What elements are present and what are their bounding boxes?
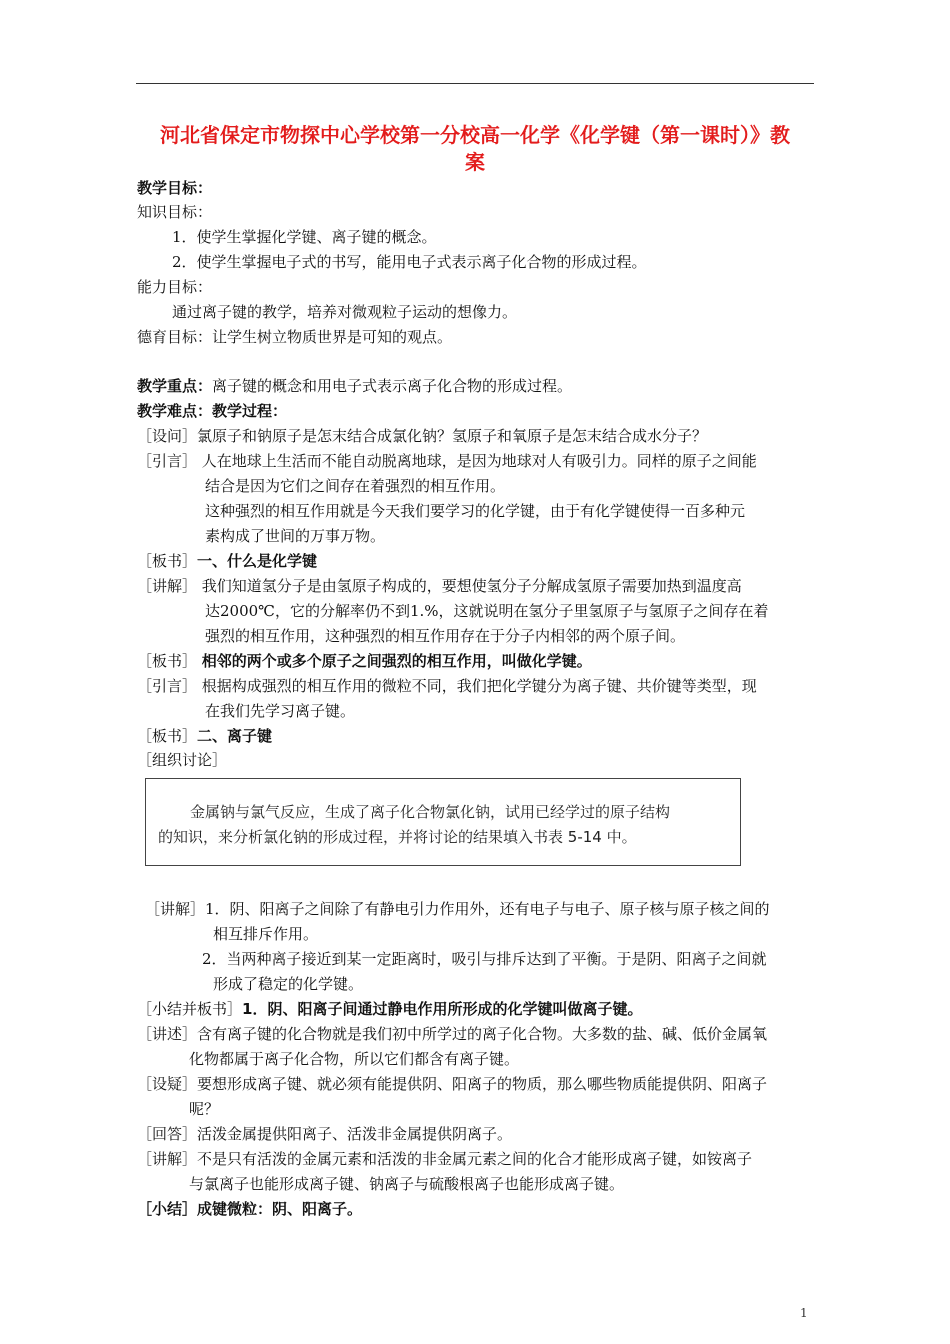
intro-line-3: 这种强烈的相互作用就是今天我们要学习的化学键，由于有化学键使得一百多种元 [205, 502, 746, 520]
summary-board-line [137, 999, 642, 1019]
explain2-line-1: ［讲解］1．阴、阳离子之间除了有静电引力作用外，还有电子与电子、原子核与原子核之间的 [145, 900, 770, 918]
board-line-3 [137, 726, 272, 746]
intro-line-1: ［引言］ 人在地球上生活而不能自动脱离地球，是因为地球对人有吸引力。同样的原子之间能 [137, 452, 757, 470]
explain2-line-4: 形成了稳定的化学键。 [213, 975, 364, 993]
title-line-1: 河北省保定市物探中心学校第一分校高一化学《化学键（第一课时）》教 [160, 123, 790, 147]
key-points-line [137, 376, 572, 396]
board-line-2 [137, 651, 592, 671]
knowledge-goal-1: 1．使学生掌握化学键、离子键的概念。 [172, 228, 437, 246]
summary-line: ［小结］成键微粒：阴、阳离子。 [137, 1200, 363, 1218]
intro2-line-2: 在我们先学习离子键。 [205, 702, 356, 720]
page-number: 1 [800, 1306, 808, 1320]
section-ionic-bond: 二、离子键 [197, 727, 273, 745]
chemical-bond-definition: 相邻的两个或多个原子之间强烈的相互作用，叫做化学键。 [201, 652, 592, 670]
document-title [130, 122, 820, 176]
doubt-line-1: ［设疑］要想形成离子键、就必须有能提供阴、阳离子的物质，那么哪些物质能提供阴、阳离子 [137, 1075, 768, 1093]
knowledge-goal-2: 2．使学生掌握电子式的书写，能用电子式表示离子化合物的形成过程。 [172, 253, 647, 271]
board-tag: ［板书］ [137, 727, 198, 745]
intro-line-2: 结合是因为它们之间存在着强烈的相互作用。 [205, 477, 506, 495]
explain-line-1: ［讲解］ 我们知道氢分子是由氢原子构成的，要想使氢分子分解成氢原子需要加热到温度高 [137, 577, 742, 595]
label-knowledge-goals: 知识目标： [137, 203, 213, 221]
summary-board-tag: ［小结并板书］ [137, 1000, 243, 1018]
narrate-line-2: 化物都属于离子化合物，所以它们都含有离子键。 [189, 1050, 520, 1068]
answer-line: ［回答］活泼金属提供阳离子、活泼非金属提供阴离子。 [137, 1125, 513, 1143]
intro-line-4: 素构成了世间的万事万物。 [205, 527, 386, 545]
board-line-1 [137, 551, 317, 571]
narrate-line-1: ［讲述］含有离子键的化合物就是我们初中所学过的离子化合物。大多数的盐、碱、低价金属氧 [137, 1025, 768, 1043]
ionic-bond-definition: 1．阴、阳离子间通过静电作用所形成的化学键叫做离子键。 [242, 1000, 643, 1018]
intro2-line-1: ［引言］ 根据构成强烈的相互作用的微粒不同，我们把化学键分为离子键、共价键等类型，现 [137, 677, 757, 695]
explain3-line-2: 与氯离子也能形成离子键、钠离子与硫酸根离子也能形成离子键。 [189, 1175, 625, 1193]
board-tag: ［板书］ [137, 652, 198, 670]
header-rule [136, 83, 814, 84]
explain2-line-3: 2．当两种离子接近到某一定距离时，吸引与排斥达到了平衡。于是阴、阳离子之间就 [202, 950, 767, 968]
box-line-1: 金属钠与氯气反应，生成了离子化合物氯化钠，试用已经学过的原子结构 [190, 803, 671, 821]
explain-line-3: 强烈的相互作用，这种强烈的相互作用存在于分子内相邻的两个原子间。 [205, 627, 686, 645]
title-line-2: 案 [465, 150, 485, 174]
board-tag: ［板书］ [137, 552, 198, 570]
discussion-tag: ［组织讨论］ [137, 751, 228, 769]
moral-goal: 德育目标：让学生树立物质世界是可知的观点。 [137, 328, 453, 346]
heading-teaching-goals: 教学目标： [137, 179, 213, 197]
doubt-line-2: 呢？ [189, 1100, 220, 1118]
heading-difficulty-process: 教学难点：教学过程： [137, 402, 288, 420]
discussion-box [145, 778, 741, 866]
explain2-line-2: 相互排斥作用。 [213, 925, 319, 943]
explain-line-2: 达2000℃，它的分解率仍不到1.%，这就说明在氢分子里氢原子与氢原子之间存在着 [205, 602, 769, 620]
box-line-2: 的知识，来分析氯化钠的形成过程，并将讨论的结果填入书表 5-14 中。 [158, 828, 637, 846]
explain3-line-1: ［讲解］不是只有活泼的金属元素和活泼的非金属元素之间的化合才能形成离子键，如铵离子 [137, 1150, 753, 1168]
ability-goal: 通过离子键的教学，培养对微观粒子运动的想像力。 [172, 303, 518, 321]
section-what-is-chemical-bond: 一、什么是化学键 [197, 552, 318, 570]
label-key-points: 教学重点： [137, 377, 213, 395]
key-points-text: 离子键的概念和用电子式表示离子化合物的形成过程。 [212, 377, 573, 395]
label-ability-goals: 能力目标： [137, 278, 213, 296]
question-line: ［设问］氯原子和钠原子是怎末结合成氯化钠？氢原子和氧原子是怎末结合成水分子？ [137, 427, 708, 445]
